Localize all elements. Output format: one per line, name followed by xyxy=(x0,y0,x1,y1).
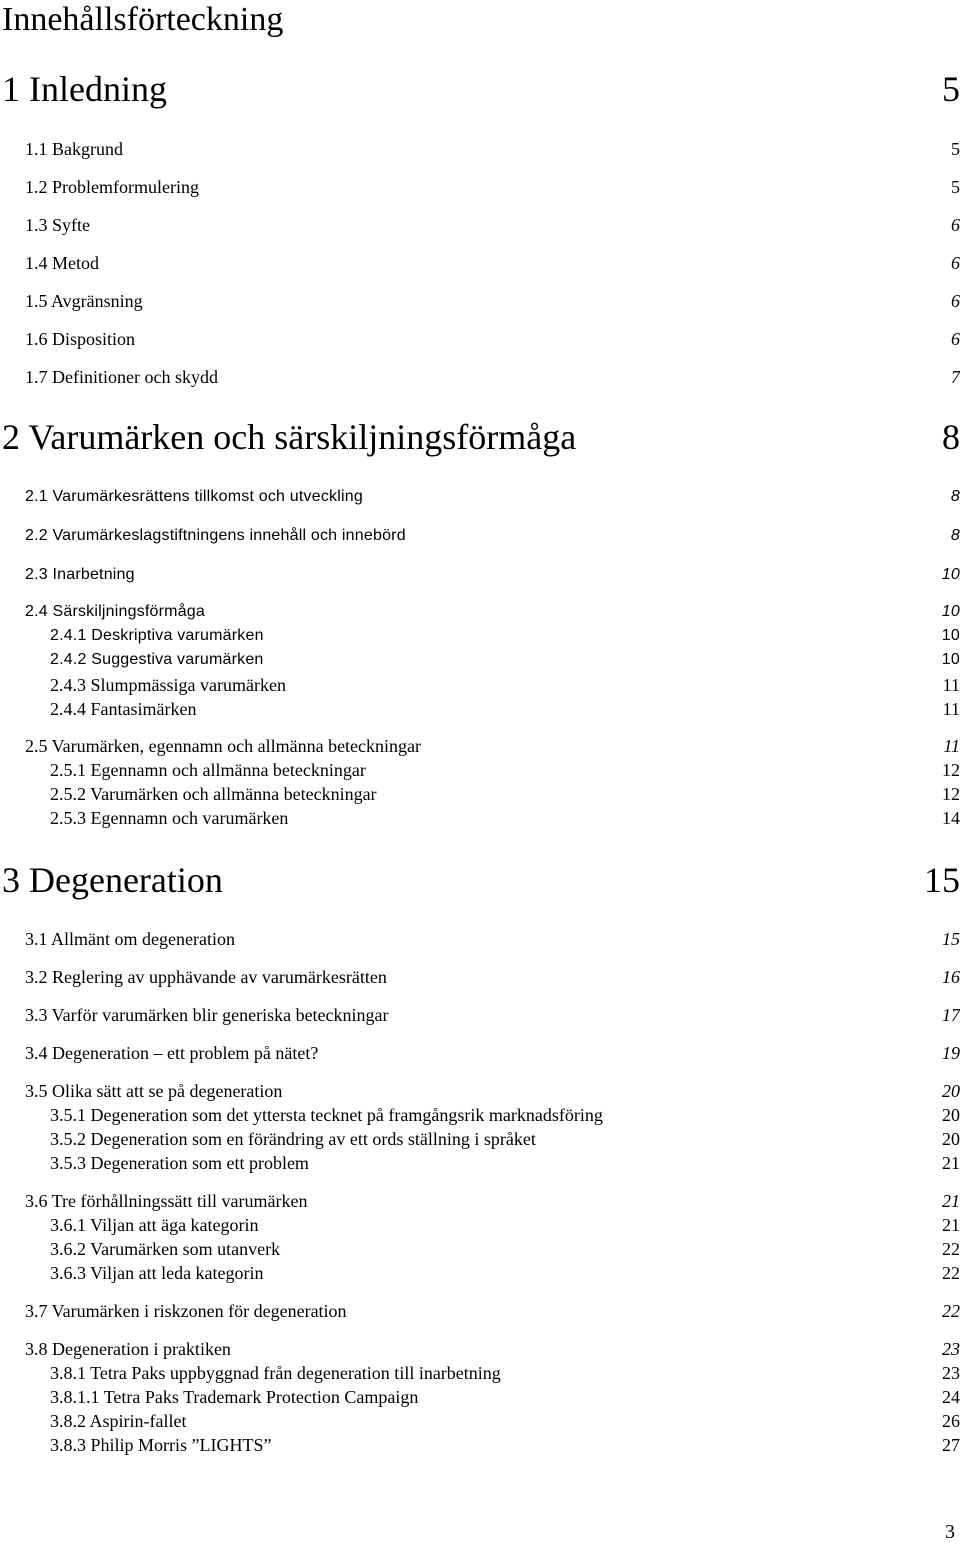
toc-label: 2 Varumärken och särskiljningsförmåga xyxy=(2,417,577,457)
toc-label: 3.5.2 Degeneration som en förändring av ett ords ställning i språket xyxy=(50,1129,536,1149)
toc-page: 15 xyxy=(942,929,960,949)
toc-entry-1-2[interactable] xyxy=(25,177,960,201)
toc-entry-3-8-1-1[interactable] xyxy=(50,1387,960,1411)
toc-page: 6 xyxy=(951,215,960,235)
toc-entry-3-1[interactable] xyxy=(25,929,960,953)
toc-label: 3.1 Allmänt om degeneration xyxy=(25,929,235,949)
toc-page: 21 xyxy=(942,1215,960,1235)
toc-entry-3-5-1[interactable] xyxy=(50,1105,960,1129)
toc-entry-3-2[interactable] xyxy=(25,967,960,991)
toc-title: Innehållsförteckning xyxy=(2,1,284,38)
toc-page: 20 xyxy=(942,1129,960,1149)
toc-page: 23 xyxy=(942,1363,960,1383)
toc-entry-3-8-1[interactable] xyxy=(50,1363,960,1387)
toc-page: 14 xyxy=(942,808,960,828)
toc-entry-1-4[interactable] xyxy=(25,253,960,277)
toc-page: 17 xyxy=(942,1005,960,1025)
toc-page: 11 xyxy=(942,675,960,695)
toc-label: 3.8.2 Aspirin-fallet xyxy=(50,1411,187,1431)
toc-label: 3.6.2 Varumärken som utanverk xyxy=(50,1239,281,1259)
toc-label: 1.6 Disposition xyxy=(25,329,136,349)
toc-label: 2.4 Särskiljningsförmåga xyxy=(25,603,205,620)
toc-label: 2.5.2 Varumärken och allmänna beteckningar xyxy=(50,784,377,804)
toc-page: 26 xyxy=(942,1411,960,1431)
toc-page: 8 xyxy=(950,527,960,544)
toc-page: 10 xyxy=(941,627,960,644)
toc-entry-3-6-2[interactable] xyxy=(50,1239,960,1263)
toc-page: 10 xyxy=(941,566,960,583)
toc-label: 3.2 Reglering av upphävande av varumärkesrätten xyxy=(25,967,387,987)
toc-entry-1-1[interactable] xyxy=(25,139,960,163)
toc-label: 2.1 Varumärkesrättens tillkomst och utveckling xyxy=(25,488,363,505)
toc-page: 6 xyxy=(951,329,960,349)
toc-entry-2-5-2[interactable] xyxy=(50,784,960,808)
toc-label: 3.6.3 Viljan att leda kategorin xyxy=(50,1263,264,1283)
toc-entry-2-5[interactable] xyxy=(25,736,960,760)
toc-chapter-3[interactable] xyxy=(2,859,960,903)
toc-page: 10 xyxy=(941,651,960,668)
toc-page: 5 xyxy=(942,69,960,109)
toc-label: 2.4.1 Deskriptiva varumärken xyxy=(50,627,264,644)
toc-entry-2-4[interactable] xyxy=(25,603,960,627)
toc-page: 6 xyxy=(951,291,960,311)
toc-label: 1 Inledning xyxy=(2,69,167,109)
toc-entry-3-8-2[interactable] xyxy=(50,1411,960,1435)
toc-label: 3.8 Degeneration i praktiken xyxy=(25,1339,231,1359)
toc-label: 3.3 Varför varumärken blir generiska beteckningar xyxy=(25,1005,389,1025)
toc-label: 3.4 Degeneration – ett problem på nätet? xyxy=(25,1043,319,1063)
toc-label: 2.5 Varumärken, egennamn och allmänna beteckningar xyxy=(25,736,422,756)
toc-page: 19 xyxy=(942,1043,960,1063)
toc-entry-2-5-3[interactable] xyxy=(50,808,960,832)
toc-label: 2.2 Varumärkeslagstiftningens innehåll och innebörd xyxy=(25,527,406,544)
toc-label: 3.7 Varumärken i riskzonen för degeneration xyxy=(25,1301,347,1321)
toc-label: 1.5 Avgränsning xyxy=(25,291,143,311)
toc-label: 3.8.1 Tetra Paks uppbyggnad från degeneration till inarbetning xyxy=(50,1363,501,1383)
toc-entry-3-5-2[interactable] xyxy=(50,1129,960,1153)
toc-page: 24 xyxy=(942,1387,960,1407)
toc-label: 2.3 Inarbetning xyxy=(25,566,135,583)
toc-entry-3-3[interactable] xyxy=(25,1005,960,1029)
toc-page: 20 xyxy=(942,1081,960,1101)
toc-entry-2-4-4[interactable] xyxy=(50,699,960,723)
toc-entry-2-3[interactable] xyxy=(25,566,960,590)
toc-page: 20 xyxy=(942,1105,960,1125)
toc-page: 22 xyxy=(942,1239,960,1259)
toc-entry-3-5-3[interactable] xyxy=(50,1153,960,1177)
toc-entry-3-8-3[interactable] xyxy=(50,1435,960,1459)
toc-page: 21 xyxy=(942,1191,960,1211)
toc-page: 15 xyxy=(924,860,960,900)
toc-entry-3-8[interactable] xyxy=(25,1339,960,1363)
toc-entry-2-4-3[interactable] xyxy=(50,675,960,699)
toc-chapter-1[interactable] xyxy=(2,68,960,112)
toc-label: 3.5.3 Degeneration som ett problem xyxy=(50,1153,309,1173)
toc-label: 2.4.3 Slumpmässiga varumärken xyxy=(50,675,286,695)
toc-page: 16 xyxy=(942,967,960,987)
toc-page: 7 xyxy=(951,367,960,387)
toc-page: 22 xyxy=(942,1263,960,1283)
toc-entry-3-6-3[interactable] xyxy=(50,1263,960,1287)
toc-entry-3-4[interactable] xyxy=(25,1043,960,1067)
toc-label: 2.4.4 Fantasimärken xyxy=(50,699,197,719)
toc-page: 5 xyxy=(951,177,960,197)
toc-page: 22 xyxy=(942,1301,960,1321)
toc-label: 3.6 Tre förhållningssätt till varumärken xyxy=(25,1191,308,1211)
toc-chapter-2[interactable] xyxy=(2,416,960,460)
toc-label: 2.5.1 Egennamn och allmänna beteckningar xyxy=(50,760,366,780)
toc-label: 1.7 Definitioner och skydd xyxy=(25,367,218,387)
toc-page: 8 xyxy=(950,488,960,505)
toc-entry-2-4-2[interactable] xyxy=(50,651,960,675)
toc-label: 2.4.2 Suggestiva varumärken xyxy=(50,651,264,668)
toc-label: 3 Degeneration xyxy=(2,860,223,900)
toc-label: 3.6.1 Viljan att äga kategorin xyxy=(50,1215,259,1235)
page-number: 3 xyxy=(945,1521,955,1543)
toc-label: 1.3 Syfte xyxy=(25,215,90,235)
toc-page: 11 xyxy=(942,699,960,719)
toc-entry-3-5[interactable] xyxy=(25,1081,960,1105)
toc-page: 12 xyxy=(942,760,960,780)
toc-label: 2.5.3 Egennamn och varumärken xyxy=(50,808,289,828)
toc-page: 21 xyxy=(942,1153,960,1173)
toc-entry-2-5-1[interactable] xyxy=(50,760,960,784)
toc-page: 6 xyxy=(951,253,960,273)
toc-entry-1-3[interactable] xyxy=(25,215,960,239)
toc-entry-2-4-1[interactable] xyxy=(50,627,960,651)
toc-entry-1-6[interactable] xyxy=(25,329,960,353)
toc-entry-1-5[interactable] xyxy=(25,291,960,315)
toc-label: 1.4 Metod xyxy=(25,253,99,273)
toc-entry-3-7[interactable] xyxy=(25,1301,960,1325)
toc-page: 12 xyxy=(942,784,960,804)
toc-page: 8 xyxy=(942,417,960,457)
toc-entry-1-7[interactable] xyxy=(25,367,960,391)
toc-page: 5 xyxy=(951,139,960,159)
toc-page: 10 xyxy=(941,603,960,620)
toc-entry-2-1[interactable] xyxy=(25,488,960,512)
toc-entry-3-6[interactable] xyxy=(25,1191,960,1215)
toc-label: 3.8.1.1 Tetra Paks Trademark Protection Campaign xyxy=(50,1387,419,1407)
toc-label: 3.5 Olika sätt att se på degeneration xyxy=(25,1081,283,1101)
toc-label: 1.1 Bakgrund xyxy=(25,139,123,159)
toc-label: 3.8.3 Philip Morris ”LIGHTS” xyxy=(50,1435,272,1455)
toc-page: 11 xyxy=(943,736,960,756)
toc-entry-3-6-1[interactable] xyxy=(50,1215,960,1239)
toc-entry-2-2[interactable] xyxy=(25,527,960,551)
toc-label: 3.5.1 Degeneration som det yttersta tecknet på framgångsrik marknadsföring xyxy=(50,1105,603,1125)
toc-label: 1.2 Problemformulering xyxy=(25,177,199,197)
toc-page: 27 xyxy=(942,1435,960,1455)
toc-page: 23 xyxy=(942,1339,960,1359)
